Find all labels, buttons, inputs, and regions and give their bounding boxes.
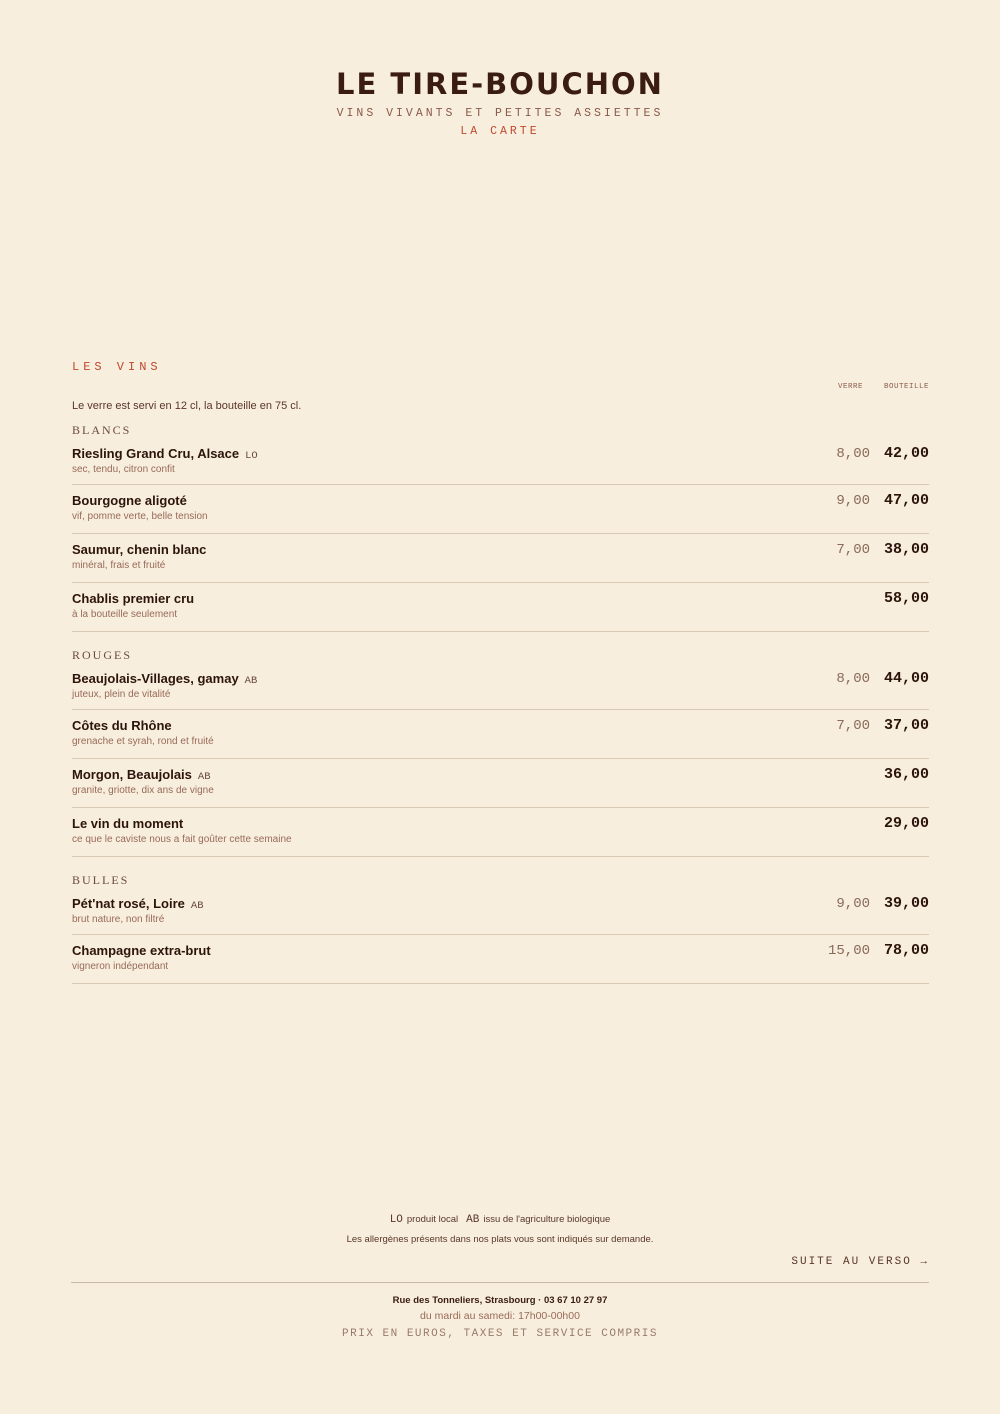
price-glass: 9,00 xyxy=(836,493,870,509)
price-bottle: 78,00 xyxy=(883,942,929,959)
price-bottle: 39,00 xyxy=(883,895,929,912)
prices-note: PRIX EN EUROS, TAXES ET SERVICE COMPRIS xyxy=(342,1328,658,1340)
wine-name xyxy=(72,671,257,689)
wine-description: juteux, plein de vitalité xyxy=(72,689,171,700)
wine-item xyxy=(72,438,929,485)
wine-item xyxy=(72,663,929,710)
legend-lo-code: LO xyxy=(389,1214,403,1226)
wine-description: sec, tendu, citron confit xyxy=(72,464,175,475)
wine-name-text: Champagne extra-brut xyxy=(72,943,211,958)
wine-name-text: Côtes du Rhône xyxy=(72,718,172,733)
group-title: ROUGES xyxy=(72,648,133,662)
wine-name-text: Riesling Grand Cru, Alsace xyxy=(72,446,240,461)
wine-section xyxy=(72,360,929,984)
wine-description: à la bouteille seulement xyxy=(72,609,178,620)
column-headers xyxy=(72,381,929,397)
wine-item xyxy=(72,888,929,935)
column-glass: VERRE xyxy=(837,383,863,391)
wine-name-text: Morgon, Beaujolais xyxy=(72,767,192,782)
wine-name xyxy=(72,767,211,785)
price-bottle: 37,00 xyxy=(883,717,929,734)
price-bottle: 58,00 xyxy=(883,590,929,607)
group-title: BULLES xyxy=(72,873,130,887)
legend-lo-text: produit local xyxy=(406,1214,459,1225)
wine-badge: LO xyxy=(245,450,258,462)
price-glass: 9,00 xyxy=(836,896,870,912)
price-glass: 7,00 xyxy=(836,542,870,558)
wine-name-text: Le vin du moment xyxy=(72,816,184,831)
price-bottle: 36,00 xyxy=(883,766,929,783)
verso-link: SUITE AU VERSO → xyxy=(791,1256,929,1268)
legend xyxy=(0,1214,1000,1226)
allergens-note: Les allergènes présents dans nos plats vous sont indiqués sur demande. xyxy=(346,1234,654,1245)
price-glass: 7,00 xyxy=(836,718,870,734)
price-bottle: 29,00 xyxy=(883,815,929,832)
section-title: LES VINS xyxy=(72,360,162,374)
wine-item xyxy=(72,759,929,808)
legend-ab-code: AB xyxy=(466,1214,480,1226)
wine-name xyxy=(72,718,172,734)
price-bottle: 42,00 xyxy=(883,445,929,462)
masthead xyxy=(0,66,1000,139)
wine-item xyxy=(72,710,929,759)
restaurant-title: LE TIRE-BOUCHON xyxy=(336,67,664,101)
menu-label: LA CARTE xyxy=(460,125,540,138)
price-glass: 8,00 xyxy=(836,671,870,687)
section-intro: Le verre est servi en 12 cl, la bouteille en 75 cl. xyxy=(72,400,302,412)
price-bottle: 44,00 xyxy=(883,670,929,687)
wine-name-text: Chablis premier cru xyxy=(72,591,195,606)
price-bottle: 47,00 xyxy=(883,492,929,509)
wine-name xyxy=(72,542,206,558)
wine-description: brut nature, non filtré xyxy=(72,914,165,925)
wine-description: ce que le caviste nous a fait goûter cette semaine xyxy=(72,834,292,845)
wine-item xyxy=(72,534,929,583)
wine-name xyxy=(72,896,204,914)
address: Rue des Tonneliers, Strasbourg · 03 67 10 27 97 xyxy=(392,1295,608,1306)
opening-hours: du mardi au samedi: 17h00-00h00 xyxy=(420,1310,580,1322)
wine-name-text: Pét'nat rosé, Loire xyxy=(72,896,185,911)
price-bottle: 38,00 xyxy=(883,541,929,558)
price-glass: 15,00 xyxy=(827,943,870,959)
wine-item xyxy=(72,583,929,632)
price-glass: 8,00 xyxy=(836,446,870,462)
wine-groups xyxy=(72,422,929,984)
wine-item xyxy=(72,485,929,534)
wine-description: vigneron indépendant xyxy=(72,961,169,972)
wine-name xyxy=(72,591,194,607)
wine-name-text: Beaujolais-Villages, gamay xyxy=(72,671,239,686)
wine-name xyxy=(72,816,183,832)
wine-description: minéral, frais et fruité xyxy=(72,560,166,571)
footer-divider xyxy=(71,1282,929,1283)
wine-name xyxy=(72,493,187,509)
legend-ab-text: issu de l'agriculture biologique xyxy=(483,1214,611,1225)
wine-item xyxy=(72,935,929,984)
wine-item xyxy=(72,808,929,857)
wine-description: vif, pomme verte, belle tension xyxy=(72,511,208,522)
wine-description: granite, griotte, dix ans de vigne xyxy=(72,785,214,796)
wine-name-text: Bourgogne aligoté xyxy=(72,493,187,508)
wine-name xyxy=(72,943,211,959)
wine-description: grenache et syrah, rond et fruité xyxy=(72,736,214,747)
column-bottle: BOUTEILLE xyxy=(883,383,929,391)
wine-name-text: Saumur, chenin blanc xyxy=(72,542,207,557)
group-title: BLANCS xyxy=(72,423,132,437)
wine-badge: AB xyxy=(190,900,204,912)
wine-name xyxy=(72,446,258,464)
restaurant-subtitle: VINS VIVANTS ET PETITES ASSIETTES xyxy=(336,107,664,120)
wine-badge: AB xyxy=(197,771,211,783)
wine-badge: AB xyxy=(244,675,258,687)
